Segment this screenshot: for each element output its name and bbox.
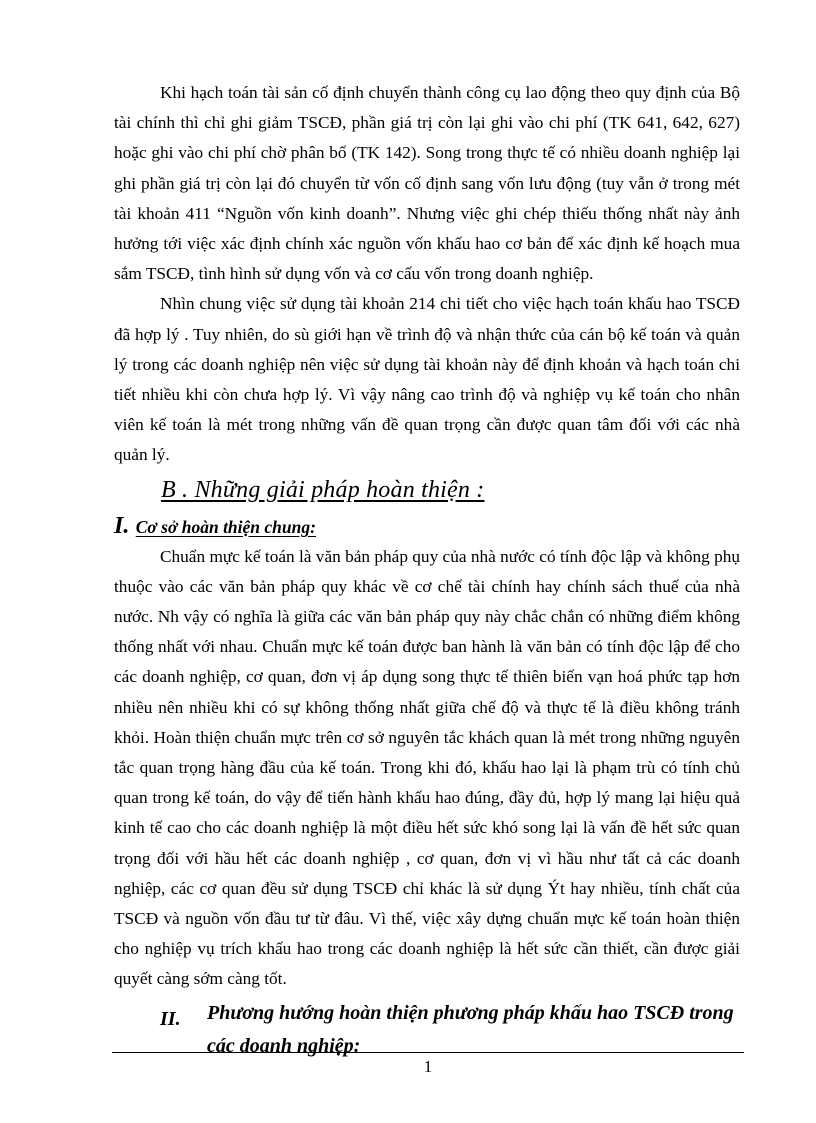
document-body <box>114 78 740 1063</box>
paragraph-account-214: Nhìn chung việc sử dụng tài khoản 214 chi tiết cho việc hạch toán khấu hao TSCĐ đã hợp lý . Tuy nhiên, do sù giới hạn về trình độ và nhận thức của cán bộ kế toán và quản lý trong các doanh nghiệp nên việc sử dụng tài khoản này để định khoản và hạch toán chi tiết nhiều khi còn chưa hợp lý. Vì vậy nâng cao trình độ và nghiệp vụ kế toán cho nhân viên kế toán là mét trong những vấn đề quan trọng cần được quan tâm đối với các nhà quản lý. <box>114 294 740 465</box>
paragraph-fixed-asset-tools: Khi hạch toán tài sản cố định chuyển thành công cụ lao động theo quy định của Bộ tài chính thì chỉ ghi giảm TSCĐ, phần giá trị còn lại ghi vào chi phí (TK 641, 642, 627) hoặc ghi vào chi phí chờ phân bổ (TK 142). Song trong thực tế có nhiều doanh nghiệp lại ghi phần giá trị còn lại đó chuyển từ vốn cố định sang vốn lưu động (tuy vẫn ở trong mét tài khoản 411 “Nguồn vốn kinh doanh”. Nhưng việc ghi chép thiếu thống nhất này ảnh hưởng tới việc xác định chính xác nguồn vốn khấu hao cơ bản để xác định kế hoạch mua sắm TSCĐ, tình hình sử dụng vốn và cơ cấu vốn trong doanh nghiệp. <box>114 83 740 284</box>
footer-divider <box>112 1052 744 1053</box>
paragraph-accounting-standards: Chuẩn mực kế toán là văn bản pháp quy của nhà nước có tính độc lập và không phụ thuộc vào các văn bản pháp quy khác về cơ chế tài chính hay chính sách thuế của nhà nước. Nh vậy có nghĩa là giữa các văn bản pháp quy này chắc chắn có những điểm không thống nhất với nhau. Chuẩn mực kế toán được ban hành là văn bản có tính độc lập để cho các doanh nghiệp, cơ quan, đơn vị áp dụng song thực tế thiên biến vạn hoá phức tạp hơn nhiều nên nhiều khi có sự không thống nhất giữa chế độ và thực tế là điều không tránh khỏi. Hoàn thiện chuẩn mực trên cơ sở nguyên tắc khách quan là mét trong những nguyên tắc quan trọng hàng đầu của kế toán. Trong khi đó, khấu hao lại là phạm trù có tính chủ quan trong kế toán, do vậy để tiến hành khấu hao đúng, đầy đủ, hợp lý mang lại hiệu quả kinh tế cao cho các doanh nghiệp là một điều hết sức khó song lại là vấn đề hết sức quan trọng đối với hầu hết các doanh nghiệp , cơ quan, đơn vị vì hầu như tất cả các doanh nghiệp, các cơ quan đều sử dụng TSCĐ chỉ khác là sử dụng Ýt hay nhiều, tính chất của TSCĐ và nguồn vốn đầu tư từ đâu. Vì thế, việc xây dựng chuẩn mực kế toán hoàn thiện cho nghiệp vụ trích khấu hao trong các doanh nghiệp là hết sức cần thiết, cần được giải quyết càng sớm càng tốt. <box>114 546 740 989</box>
heading-section-2-text: Phương hướng hoàn thiện phương pháp khấu hao TSCĐ trong các doanh nghiệp: <box>207 1001 734 1057</box>
section-heading-b: B . Những giải pháp hoàn thiện : <box>161 476 485 503</box>
heading-section-1-text: Cơ sở hoàn thiện chung: <box>135 516 316 537</box>
heading-section-1-number: I. <box>114 512 130 539</box>
heading-section-1 <box>114 511 740 542</box>
heading-section-2-number: II. <box>160 1007 181 1030</box>
page-number: 1 <box>423 1057 433 1076</box>
